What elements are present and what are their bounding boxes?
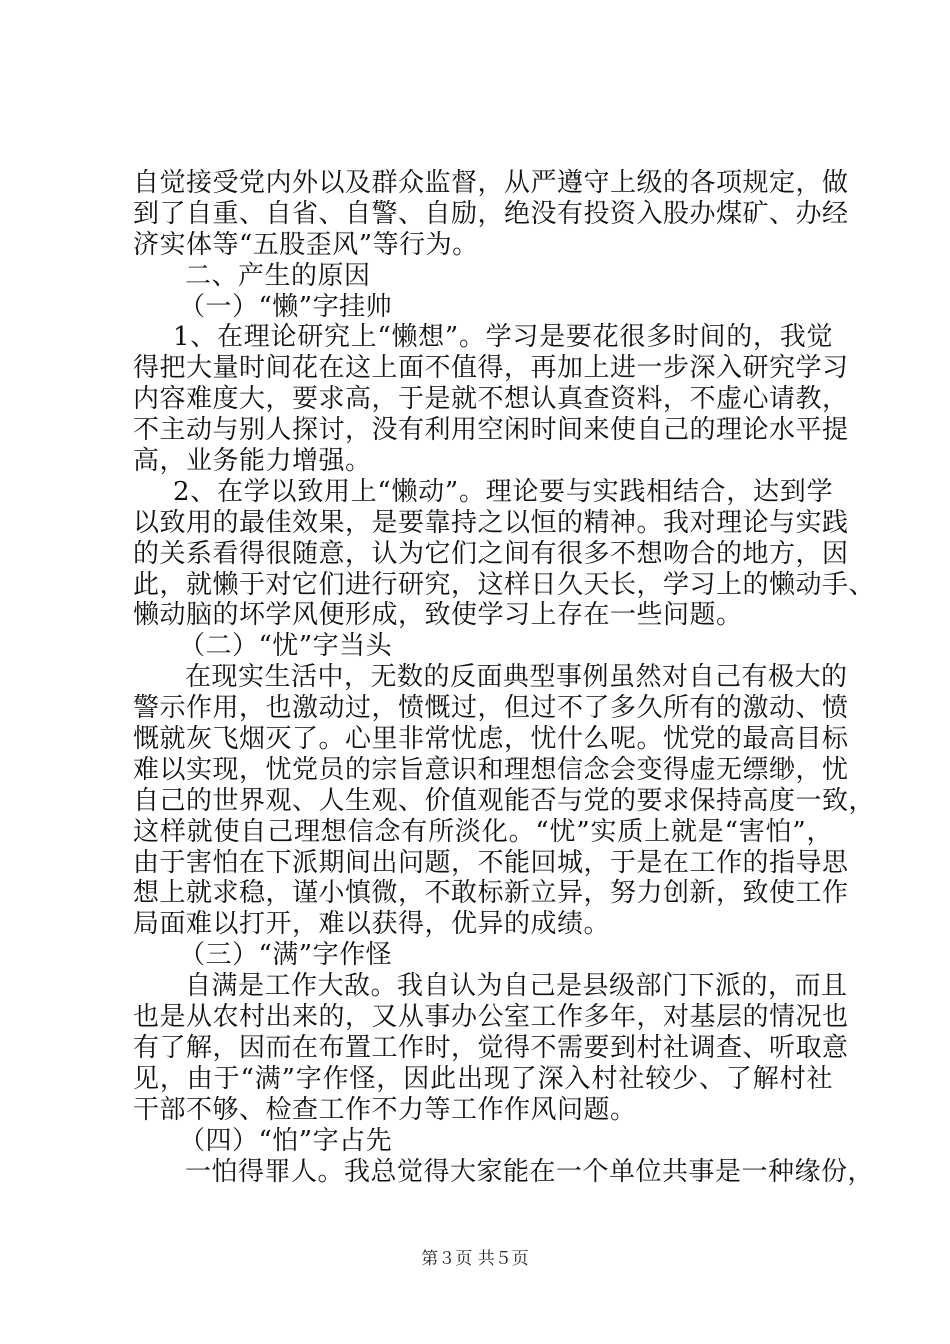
text-line: 济实体等“五股歪风”等行为。 bbox=[133, 229, 479, 260]
text-line: 1、在理论研究上“懒想”。学习是要花很多时间的，我觉 bbox=[173, 322, 833, 353]
text-line: 想上就求稳，谨小慎微，不敢标新立异，努力创新，致使工作 bbox=[133, 878, 849, 909]
text-line: （四）“怕”字占先 bbox=[179, 1125, 393, 1156]
text-line: 由于害怕在下派期间出问题，不能回城，于是在工作的指导思 bbox=[133, 847, 849, 878]
document-body bbox=[133, 168, 876, 1187]
text-line: 得把大量时间花在这上面不值得，再加上进一步深入研究学习 bbox=[133, 353, 849, 384]
text-line: 高，业务能力增强。 bbox=[133, 446, 372, 477]
text-line: 此，就懒于对它们进行研究，这样日久天长，学习上的懒动手、 bbox=[133, 569, 876, 600]
text-line: 不主动与别人探讨，没有利用空闲时间来使自己的理论水平提 bbox=[133, 415, 849, 446]
text-line: 二、产生的原因 bbox=[185, 260, 371, 291]
text-line: 内容难度大，要求高，于是就不想认真查资料，不虚心请教， bbox=[133, 384, 849, 415]
text-line: 的关系看得很随意，认为它们之间有很多不想吻合的地方，因 bbox=[133, 538, 849, 569]
text-line: （一）“懒”字挂帅 bbox=[179, 291, 393, 322]
text-line: 自己的世界观、人生观、价值观能否与党的要求保持高度一致， bbox=[133, 785, 876, 816]
text-line: 警示作用，也激动过，愤慨过，但过不了多久所有的激动、愤 bbox=[133, 693, 849, 724]
text-line: 慨就灰飞烟灭了。心里非常忧虑，忧什么呢。忧党的最高目标 bbox=[133, 724, 849, 755]
text-line: 难以实现，忧党员的宗旨意识和理想信念会变得虚无缥缈，忧 bbox=[133, 754, 849, 785]
text-line: 自满是工作大敌。我自认为自己是县级部门下派的，而且 bbox=[185, 971, 848, 1002]
text-line: 干部不够、检查工作不力等工作作风问题。 bbox=[133, 1094, 637, 1125]
text-line: （二）“忧”字当头 bbox=[179, 631, 393, 662]
text-line: 2、在学以致用上“懒动”。理论要与实践相结合，达到学 bbox=[173, 476, 833, 507]
text-line: 一怕得罪人。我总觉得大家能在一个单位共事是一种缘份， bbox=[185, 1156, 875, 1187]
text-line: （三）“满”字作怪 bbox=[179, 940, 393, 971]
text-line: 有了解，因而在布置工作时，觉得不需要到村社调查、听取意 bbox=[133, 1032, 849, 1063]
text-line: 这样就使自己理想信念有所淡化。“忧”实质上就是“害怕”， bbox=[133, 816, 833, 847]
text-line: 在现实生活中，无数的反面典型事例虽然对自己有极大的 bbox=[185, 662, 848, 693]
text-line: 懒动脑的坏学风便形成，致使学习上存在一些问题。 bbox=[133, 600, 743, 631]
text-line: 见，由于“满”字作怪，因此出现了深入村社较少、了解村社 bbox=[133, 1063, 833, 1094]
text-line: 也是从农村出来的，又从事办公室工作多年，对基层的情况也 bbox=[133, 1002, 849, 1033]
page-footer: 第３页 共５页 bbox=[421, 1249, 529, 1269]
text-line: 局面难以打开，难以获得，优异的成绩。 bbox=[133, 909, 611, 940]
text-line: 以致用的最佳效果，是要靠持之以恒的精神。我对理论与实践 bbox=[133, 507, 849, 538]
text-line: 自觉接受党内外以及群众监督，从严遵守上级的各项规定，做 bbox=[133, 168, 849, 198]
text-line: 到了自重、自省、自警、自励，绝没有投资入股办煤矿、办经 bbox=[133, 198, 849, 229]
